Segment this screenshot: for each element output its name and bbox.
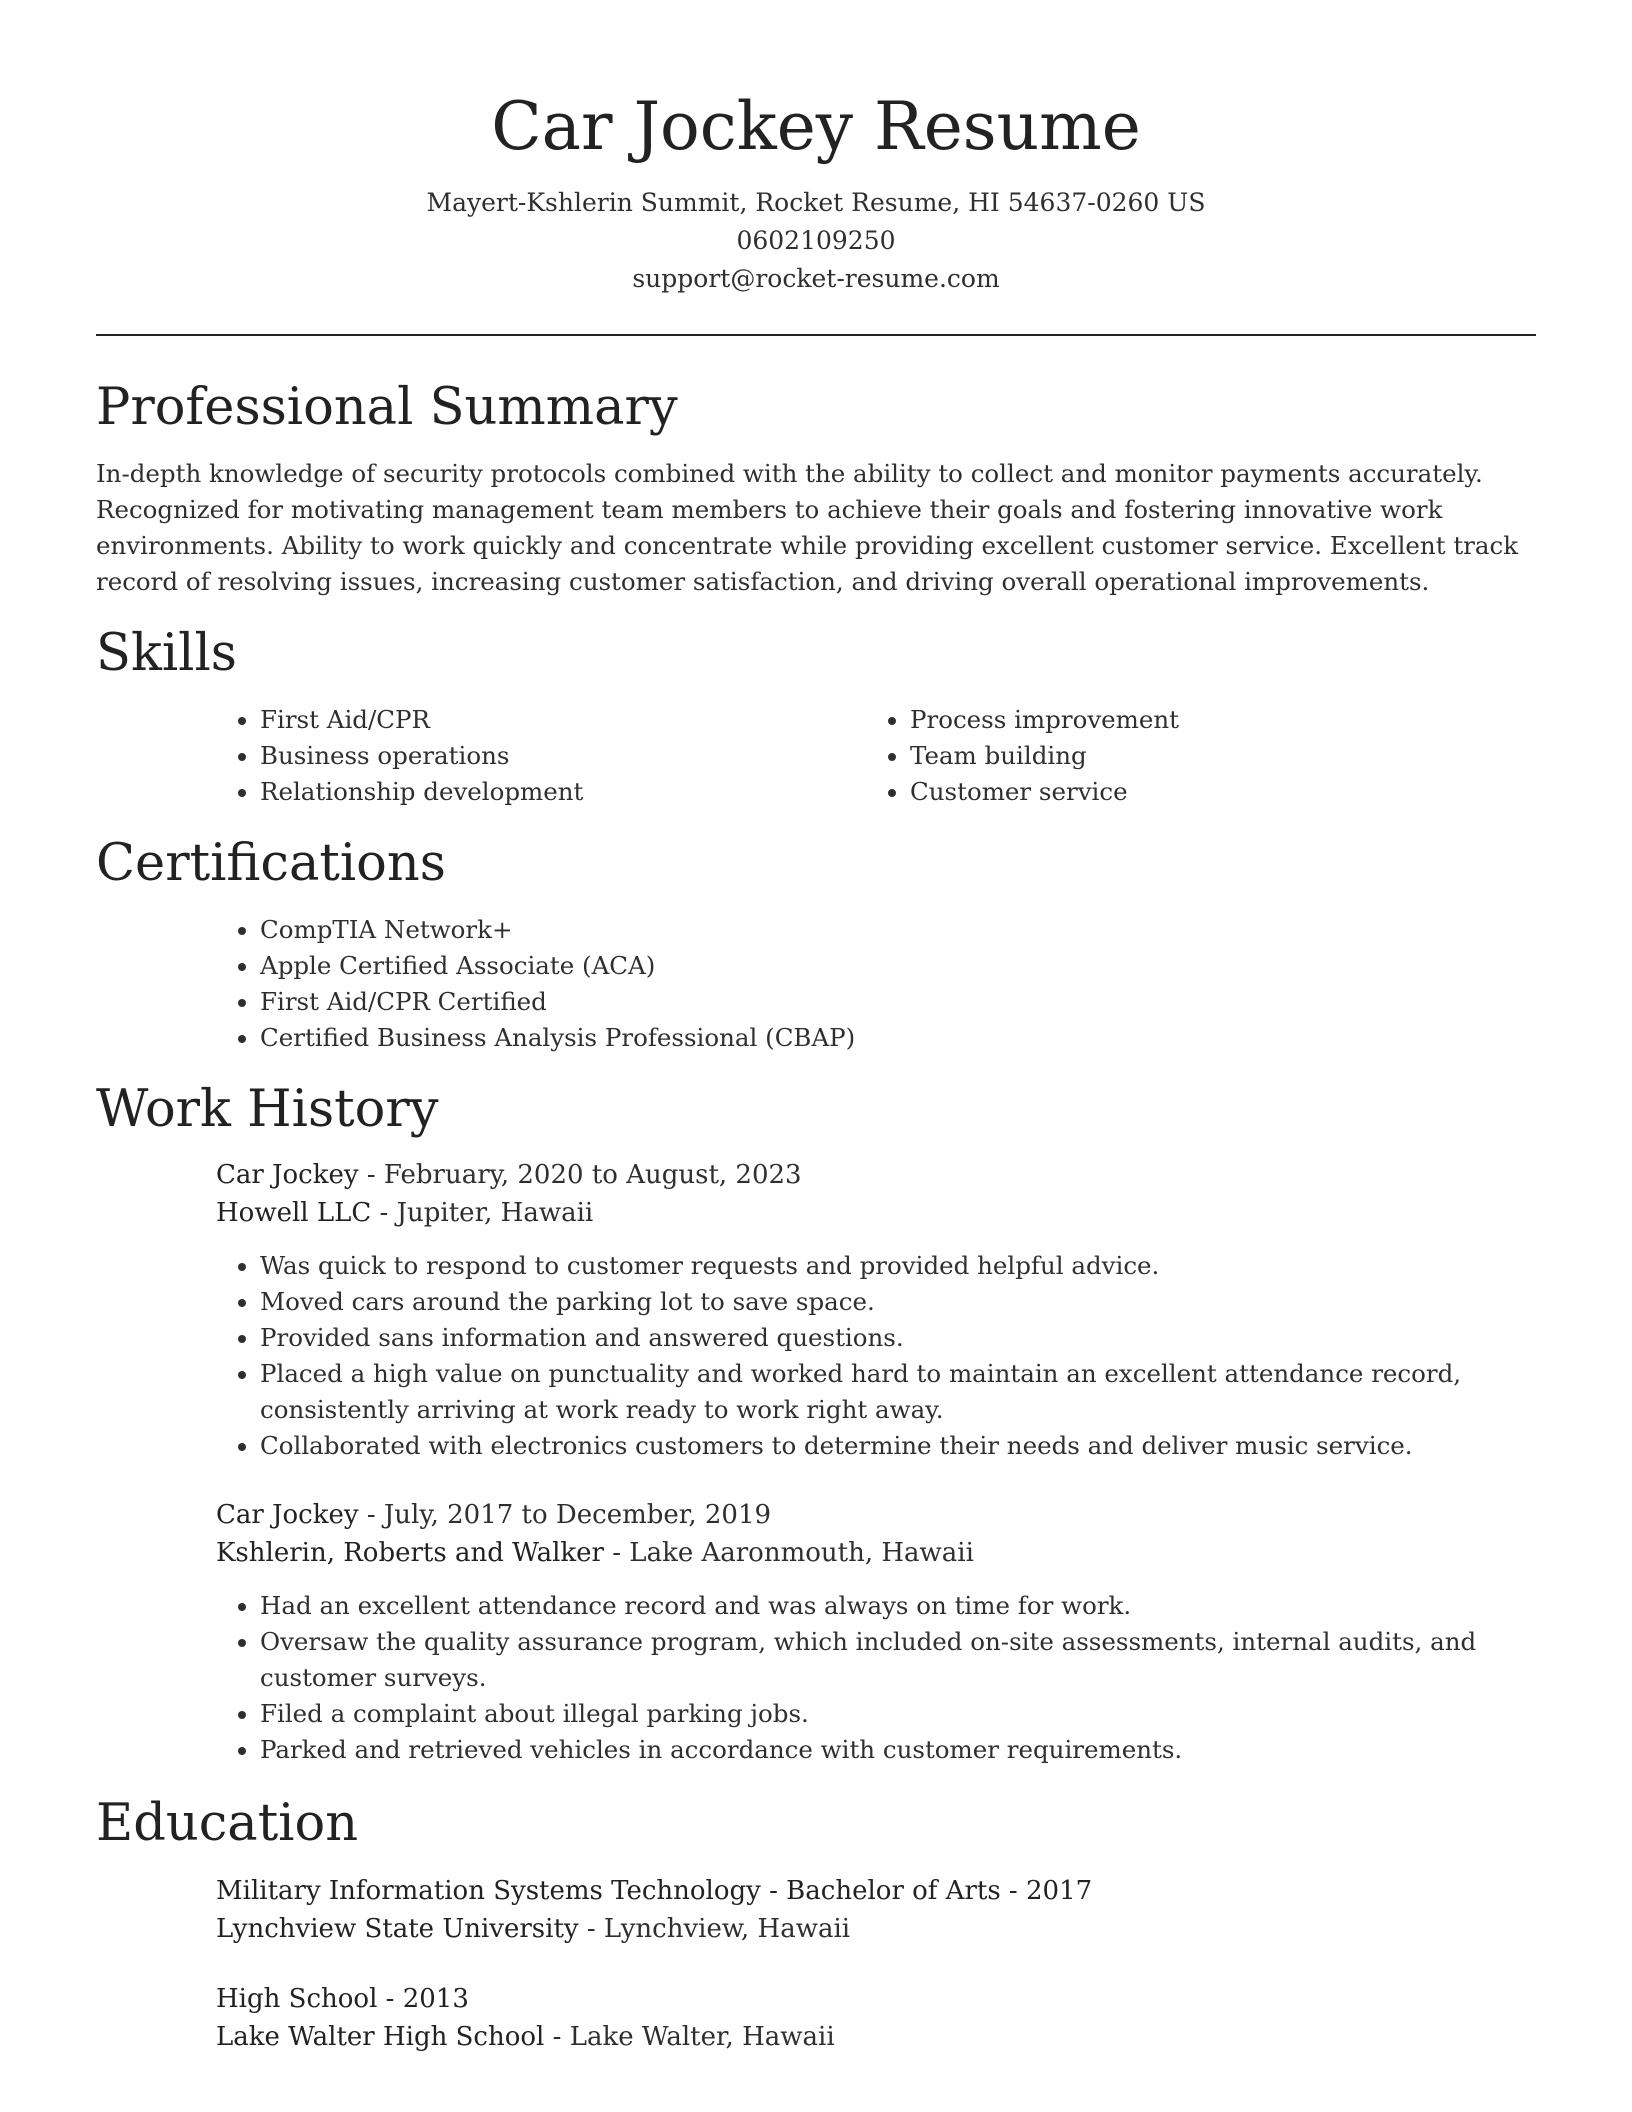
certification-item: • First Aid/CPR Certified <box>260 984 1536 1020</box>
job-company-line <box>216 1194 1536 1232</box>
job-company: Howell LLC <box>216 1198 372 1228</box>
education-location: - Lake Walter, Hawaii <box>544 2022 835 2052</box>
job-entry <box>216 1496 1536 1768</box>
education-school: Lynchview State University <box>216 1914 579 1944</box>
summary-heading: Professional Summary <box>96 378 678 437</box>
education-degree: High School - 2013 <box>216 1984 469 2014</box>
resume-page <box>96 0 1536 2056</box>
header-divider <box>96 334 1536 336</box>
job-bullet: • Moved cars around the parking lot to save space. <box>260 1284 1536 1320</box>
work-history-heading: Work History <box>96 1080 439 1139</box>
certifications-heading: Certifications <box>96 834 446 893</box>
job-dates: - February, 2020 to August, 2023 <box>358 1160 802 1190</box>
certification-item: • CompTIA Network+ <box>260 912 1536 948</box>
contact-block <box>96 184 1536 298</box>
job-location: - Jupiter, Hawaii <box>371 1198 594 1228</box>
contact-email: support@rocket-resume.com <box>632 264 1000 293</box>
education-entry <box>216 1872 1536 1948</box>
job-title-line <box>216 1496 1536 1534</box>
job-dates: - July, 2017 to December, 2019 <box>358 1500 772 1530</box>
job-bullet: • Had an excellent attendance record and was always on time for work. <box>260 1588 1536 1624</box>
skill-item: • Process improvement <box>910 702 1516 738</box>
resume-header <box>96 0 1536 298</box>
job-bullet: • Placed a high value on punctuality and worked hard to maintain an excellent attendance record, consistently arriving at work ready to work right away. <box>260 1356 1536 1428</box>
job-company: Kshlerin, Roberts and Walker <box>216 1538 604 1568</box>
certification-item: • Apple Certified Associate (ACA) <box>260 948 1536 984</box>
skill-item: • Business operations <box>260 738 866 774</box>
job-bullet: • Collaborated with electronics customers to determine their needs and deliver music service. <box>260 1428 1536 1464</box>
skill-item: • Relationship development <box>260 774 866 810</box>
skill-item: • Team building <box>910 738 1516 774</box>
education-school-line <box>216 2018 1536 2056</box>
job-entry <box>216 1156 1536 1464</box>
certifications-list <box>216 912 1536 1056</box>
skills-column-right <box>866 702 1516 810</box>
skills-list <box>216 702 1536 810</box>
education-location: - Lynchview, Hawaii <box>578 1914 851 1944</box>
job-bullet: • Oversaw the quality assurance program, which included on-site assessments, internal audits, and customer surveys. <box>260 1624 1536 1696</box>
job-role: Car Jockey <box>216 1160 359 1190</box>
education-degree: Military Information Systems Technology - Bachelor of Arts - 2017 <box>216 1876 1093 1906</box>
education-heading: Education <box>96 1794 359 1853</box>
skill-item: • Customer service <box>910 774 1516 810</box>
skill-item: • First Aid/CPR <box>260 702 866 738</box>
certification-item: • Certified Business Analysis Professional (CBAP) <box>260 1020 1536 1056</box>
resume-title: Car Jockey Resume <box>491 88 1141 165</box>
job-title-line <box>216 1156 1536 1194</box>
contact-address: Mayert-Kshlerin Summit, Rocket Resume, HI 54637-0260 US <box>426 188 1206 217</box>
education-school: Lake Walter High School <box>216 2022 545 2052</box>
contact-phone: 0602109250 <box>736 226 896 255</box>
education-school-line <box>216 1910 1536 1948</box>
job-bullet: • Parked and retrieved vehicles in accordance with customer requirements. <box>260 1732 1536 1768</box>
summary-text: In-depth knowledge of security protocols combined with the ability to collect and monitor payments accurately. Recognized for motivating management team members to achieve their goals and fostering innovative work environments. Ability to work quickly and concentrate while providing excellent customer service. Excellent track record of resolving issues, increasing customer satisfaction, and driving overall operational improvements. <box>96 459 1519 596</box>
job-bullet: • Provided sans information and answered questions. <box>260 1320 1536 1356</box>
job-bullets <box>216 1588 1536 1768</box>
job-company-line <box>216 1534 1536 1572</box>
skills-column-left <box>216 702 866 810</box>
job-bullet: • Was quick to respond to customer requests and provided helpful advice. <box>260 1248 1536 1284</box>
job-bullet: • Filed a complaint about illegal parking jobs. <box>260 1696 1536 1732</box>
education-entry <box>216 1980 1536 2056</box>
job-location: - Lake Aaronmouth, Hawaii <box>603 1538 974 1568</box>
job-role: Car Jockey <box>216 1500 359 1530</box>
skills-heading: Skills <box>96 624 237 683</box>
job-bullets <box>216 1248 1536 1464</box>
